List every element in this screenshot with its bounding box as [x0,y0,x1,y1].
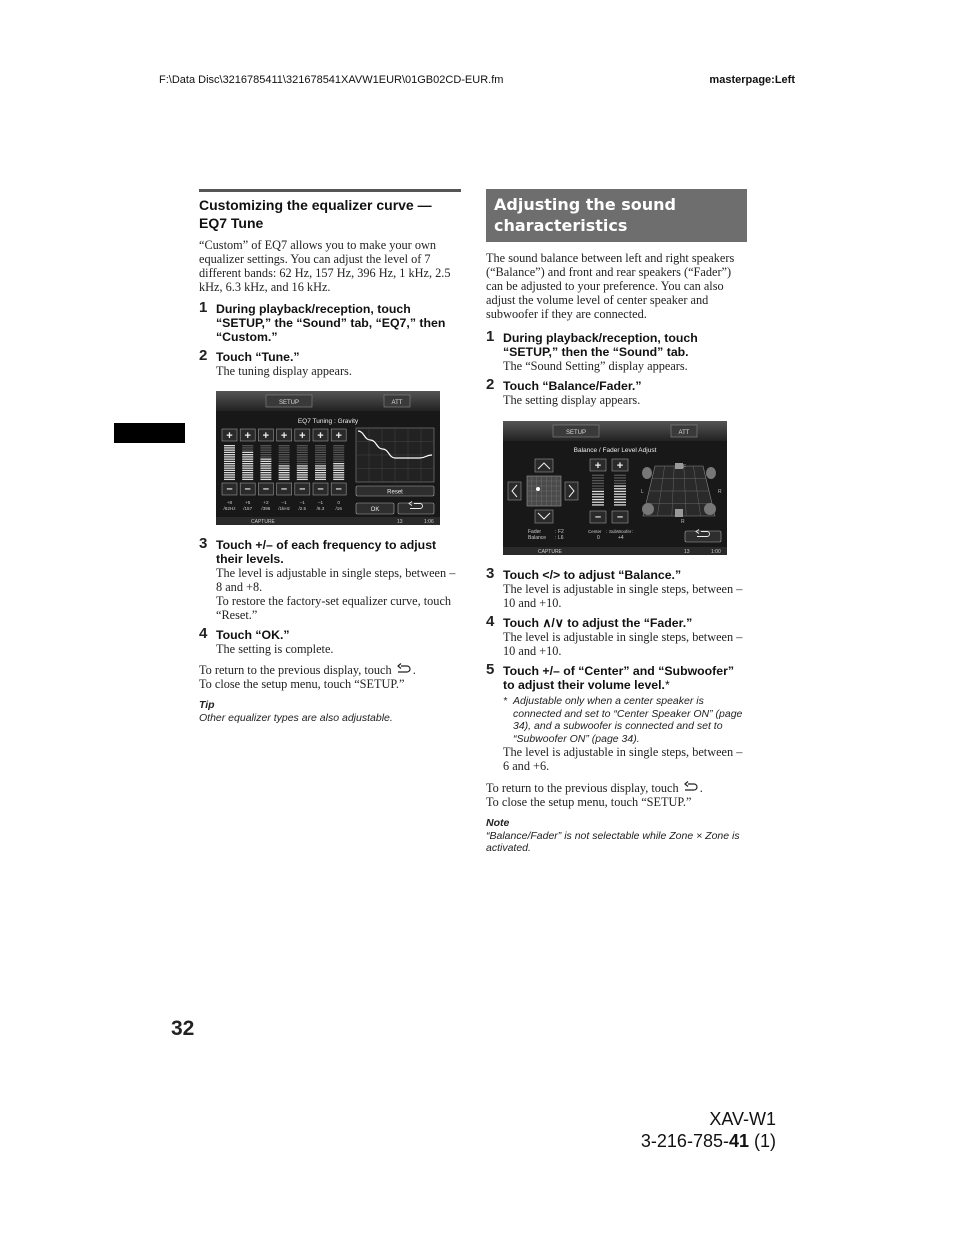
note-label: Note [486,817,510,829]
meter-segment [315,463,326,464]
meter-segment [592,502,604,503]
section-heading: Customizing the equalizer curve — EQ7 Tune [199,197,432,231]
step-number: 1 [199,299,208,316]
meter-segment [260,468,271,469]
meter-segment [242,445,253,446]
meter-segment [614,480,626,481]
meter-segment [242,472,253,473]
meter-segment [260,452,271,453]
meter-segment [297,472,308,473]
meter-segment [260,456,271,457]
minus-icon: – [299,483,306,495]
step-1 [486,328,748,373]
meter-segment [260,465,271,466]
meter-segment [333,463,344,464]
setup-tab-label: SETUP [565,430,587,436]
time-display: 1:06 [424,519,434,525]
meter-segment [333,474,344,475]
header-file-path: F:\Data Disc\3216785411\321678541XAVW1EUR\01GB02CD-EUR.fm [159,74,504,86]
model-code-suffix: (1) [749,1131,776,1151]
meter-segment [333,452,344,453]
meter-segment [315,474,326,475]
meter-segment [224,450,235,451]
colon-separator: : [606,529,608,534]
meter-segment [315,468,326,469]
band-value: +5 [245,500,251,505]
step-body-extra: To restore the factory-set equalizer curve, touch “Reset.” [216,594,452,622]
band-frequency: /396 [261,506,271,511]
minus-icon: – [281,483,288,495]
meter-segment [242,447,253,448]
meter-segment [315,450,326,451]
meter-segment [297,474,308,475]
step-number: 2 [486,376,495,393]
step-title: Touch “OK.” [216,628,290,642]
meter-segment [592,504,604,505]
fader-down-button[interactable] [535,510,553,523]
meter-segment [279,463,290,464]
meter-segment [224,463,235,464]
meter-segment [614,491,626,492]
plus-icon: + [317,430,324,442]
step-4 [199,625,461,656]
meter-segment [242,468,253,469]
band-value: +8 [226,500,233,505]
clock-indicator: 13 [684,549,690,555]
meter-segment [315,459,326,460]
meter-segment [592,496,604,497]
meter-segment [333,454,344,455]
meter-segment [279,459,290,460]
minus-icon: – [244,483,251,495]
front-label: F [683,464,687,470]
meter-segment [260,470,271,471]
meter-segment [224,477,235,478]
meter-segment [614,494,626,495]
return-end: . [412,663,416,677]
minus-icon: – [317,483,324,495]
meter-segment [614,485,626,486]
step-body: The “Sound Setting” display appears. [503,359,688,373]
meter-segment [279,461,290,462]
step-title: Touch “Balance/Fader.” [503,379,642,393]
balance-value: L6 [558,535,564,541]
band-frequency: /157 [243,506,253,511]
meter-segment [333,472,344,473]
meter-segment [315,472,326,473]
step-3 [486,565,748,610]
minus-icon: – [335,483,342,495]
meter-segment [260,461,271,462]
meter-segment [279,454,290,455]
meter-segment [260,474,271,475]
meter-segment [315,470,326,471]
intro-paragraph: The sound balance between left and right speakers (“Balance”) and front and rear speakers (“Fader”) can be adjusted to your preference. You can also adjust the volume level of center speaker and subwoofer if they are connected. [486,251,735,321]
note-block [486,817,748,855]
meter-segment [315,477,326,478]
meter-segment [260,477,271,478]
subwoofer-value: +4 [618,535,624,541]
meter-segment [242,470,253,471]
minus-icon: – [616,511,624,523]
meter-segment [279,472,290,473]
return-text: To return to the previous display, touch [486,781,679,795]
meter-segment [260,450,271,451]
footnote-text: Adjustable only when a center speaker is connected and set to “Center Speaker ON” (page 34), and a subwoofer is connected and set to “Subwoofer ON” (page 34). [513,695,743,745]
step-body: The setting is complete. [216,642,334,656]
meter-segment [333,465,344,466]
return-text: To return to the previous display, touch [199,663,392,677]
plus-icon: + [616,460,624,472]
meter-segment [592,485,604,486]
meter-segment [315,447,326,448]
balance-fader-screenshot [503,421,727,555]
meter-segment [242,454,253,455]
meter-segment [260,445,271,446]
meter-segment [614,488,626,489]
meter-segment [297,468,308,469]
meter-segment [242,461,253,462]
front-left-speaker-icon [642,467,652,479]
meter-segment [224,461,235,462]
meter-segment [333,477,344,478]
step-number: 3 [486,565,495,582]
minus-icon: – [594,511,602,523]
back-icon [682,781,700,793]
minus-icon: – [262,483,269,495]
colon-separator: : [555,529,557,535]
left-label: L [641,489,644,495]
meter-segment [333,447,344,448]
footnote-asterisk: * [503,695,508,707]
meter-segment [333,468,344,469]
meter-segment [333,479,344,480]
bf-title: Balance / Fader Level Adjust [573,447,657,454]
model-code-prefix: 3-216-785- [640,1131,729,1151]
meter-segment [333,445,344,446]
meter-segment [224,452,235,453]
meter-segment [279,470,290,471]
band-value: –1 [317,500,324,505]
meter-segment [242,463,253,464]
meter-segment [279,479,290,480]
meter-segment [224,468,235,469]
close-text: To close the setup menu, touch “SETUP.” [486,795,692,809]
meter-segment [279,456,290,457]
right-label: R [718,489,722,495]
clock-indicator: 13 [397,519,403,525]
colon-separator: : [555,535,557,541]
step-body: The setting display appears. [503,393,641,407]
step-2 [486,376,748,407]
meter-segment [592,480,604,481]
meter-segment [242,474,253,475]
meter-segment [224,456,235,457]
meter-segment [224,479,235,480]
meter-segment [297,445,308,446]
meter-segment [297,461,308,462]
step-number: 4 [199,625,208,642]
balance-left-button[interactable] [508,482,521,500]
meter-segment [260,463,271,464]
meter-segment [242,450,253,451]
meter-segment [279,465,290,466]
band-value: –1 [281,500,287,505]
note-text: “Balance/Fader” is not selectable while Zone × Zone is activated. [486,829,740,854]
meter-segment [260,479,271,480]
meter-segment [315,461,326,462]
meter-segment [224,470,235,471]
meter-segment [297,454,308,455]
meter-segment [592,477,604,478]
step-title: Touch </> to adjust “Balance.” [503,568,682,582]
meter-segment [242,456,253,457]
step-number: 3 [199,535,208,552]
step-body: The level is adjustable in single steps, between –6 and +6. [503,745,743,773]
meter-segment [279,468,290,469]
meter-segment [297,459,308,460]
right-column [486,189,748,855]
ok-button-label: OK [370,507,380,513]
meter-segment [315,454,326,455]
meter-segment [242,459,253,460]
meter-segment [333,450,344,451]
section-banner: Adjusting the sound characteristics [486,189,747,242]
meter-segment [242,477,253,478]
eq-tuning-screenshot [216,391,440,525]
reset-button-label: Reset [387,489,403,496]
band-frequency: /6.3 [316,506,325,511]
meter-segment [592,488,604,489]
step-title: During playback/reception, touch “SETUP,” the “Sound” tab, “EQ7,” then “Custom.” [216,302,446,344]
intro-paragraph: “Custom” of EQ7 allows you to make your own equalizer settings. You can adjust the level of 7 different bands: 62 Hz, 157 Hz, 396 Hz, 1 kHz, 2.5 kHz, 6.3 kHz, and 16 kHz. [199,238,451,294]
meter-segment [592,499,604,500]
meter-segment [333,461,344,462]
step-number: 2 [199,347,208,364]
step-title: Touch +/– of each frequency to adjust their levels. [216,538,437,566]
meter-segment [224,447,235,448]
meter-segment [333,456,344,457]
meter-segment [260,454,271,455]
time-display: 1:00 [711,549,721,555]
step-5 [486,661,748,773]
band-value: –1 [299,500,305,505]
band-frequency: /62Hz [223,506,236,511]
step-3 [199,535,461,622]
footnote-mark: * [664,678,670,692]
meter-segment [260,447,271,448]
meter-segment [224,454,235,455]
band-value: +2 [263,500,269,505]
att-button-label: ATT [678,430,690,436]
meter-segment [592,475,604,476]
center-label: Center [588,529,602,534]
meter-segment [224,472,235,473]
meter-segment [333,470,344,471]
meter-segment [315,456,326,457]
att-button-label: ATT [391,400,403,406]
band-frequency: /1kHz [278,506,290,511]
return-instructions [199,663,461,691]
eq-title: EQ7 Tuning : Gravity [297,418,359,425]
meter-segment [297,447,308,448]
meter-segment [297,465,308,466]
eq-screen-svg [216,391,440,525]
subwoofer-icon [675,509,683,517]
page-number: 32 [171,1017,195,1040]
plus-icon: + [244,430,251,442]
meter-segment [279,474,290,475]
step-body: The level is adjustable in single steps, between –10 and +10. [503,582,743,610]
section-tab-marker [114,423,185,443]
step-title: Touch ∧/∨ to adjust the “Fader.” [503,616,693,630]
meter-segment [297,450,308,451]
meter-segment [592,491,604,492]
plus-icon: + [299,430,306,442]
plus-icon: + [335,430,342,442]
setup-tab-label: SETUP [278,400,300,406]
fader-label: Fader [528,529,542,535]
colon-separator: : [632,529,634,534]
model-code [641,1130,776,1152]
step-title-text: Touch +/– of “Center” and “Subwoofer” to adjust their volume level. [503,664,735,692]
bf-screen-svg [503,421,727,555]
band-frequency: /16 [335,506,342,511]
meter-segment [614,496,626,497]
footnote [503,695,748,745]
minus-icon: – [226,483,233,495]
balance-right-button[interactable] [565,482,578,500]
rear-label: R [681,519,685,525]
model-name: XAV-W1 [709,1109,776,1129]
tip-block [199,699,461,724]
subwoofer-label: SubWoofer [609,529,632,534]
meter-segment [224,459,235,460]
meter-segment [315,452,326,453]
front-right-speaker-icon [706,467,716,479]
meter-segment [315,465,326,466]
step-body: The level is adjustable in single steps, between –10 and +10. [503,630,743,658]
meter-segment [279,452,290,453]
meter-segment [297,477,308,478]
step-number: 4 [486,613,495,630]
plus-icon: + [594,460,602,472]
meter-segment [297,479,308,480]
fader-up-button[interactable] [535,459,553,472]
step-number: 5 [486,661,495,678]
meter-segment [614,475,626,476]
rear-right-speaker-icon [704,503,716,515]
step-title: Touch “Tune.” [216,350,300,364]
close-text: To close the setup menu, touch “SETUP.” [199,677,405,691]
meter-segment [297,456,308,457]
plus-icon: + [262,430,270,442]
tip-text: Other equalizer types are also adjustable. [199,711,393,724]
step-body: The level is adjustable in single steps, between –8 and +8. [216,566,456,594]
balance-position-marker [536,487,540,491]
meter-segment [297,452,308,453]
rear-left-speaker-icon [642,503,654,515]
meter-segment [614,483,626,484]
meter-segment [260,459,271,460]
meter-segment [242,479,253,480]
meter-segment [614,502,626,503]
meter-segment [224,465,235,466]
meter-segment [614,499,626,500]
meter-segment [242,465,253,466]
return-end: . [699,781,703,795]
meter-segment [614,477,626,478]
meter-segment [260,472,271,473]
meter-segment [279,450,290,451]
meter-segment [242,452,253,453]
center-speaker-icon [675,463,683,469]
center-value: 0 [597,535,600,541]
meter-segment [315,445,326,446]
meter-segment [224,474,235,475]
plus-icon: + [280,430,288,442]
return-instructions [486,781,748,809]
meter-segment [592,483,604,484]
balance-label: Balance [528,535,547,541]
meter-segment [297,470,308,471]
fader-value: F2 [558,529,564,535]
step-title [503,664,748,692]
step-4 [486,613,748,658]
step-body: The tuning display appears. [216,364,352,378]
left-column [199,189,461,724]
meter-segment [279,477,290,478]
meter-segment [333,459,344,460]
meter-segment [279,445,290,446]
tip-label: Tip [199,699,215,711]
meter-segment [297,463,308,464]
band-frequency: /2.5 [298,506,307,511]
meter-segment [279,447,290,448]
meter-segment [315,479,326,480]
step-2 [199,347,461,378]
step-number: 1 [486,328,495,345]
back-icon [395,663,413,675]
bottom-bar [503,547,727,555]
header-masterpage: masterpage:Left [709,74,795,86]
step-1 [199,299,461,344]
capture-label: CAPTURE [538,549,562,555]
step-title: During playback/reception, touch “SETUP,” then the “Sound” tab. [503,331,698,359]
model-info [641,1108,776,1152]
plus-icon: + [226,430,233,442]
meter-segment [614,504,626,505]
meter-segment [224,445,235,446]
model-code-bold: 41 [728,1131,749,1151]
heading-rule [199,189,461,192]
meter-segment [592,494,604,495]
band-value: 0 [337,500,340,505]
capture-label: CAPTURE [251,519,275,525]
bottom-bar [216,517,440,525]
